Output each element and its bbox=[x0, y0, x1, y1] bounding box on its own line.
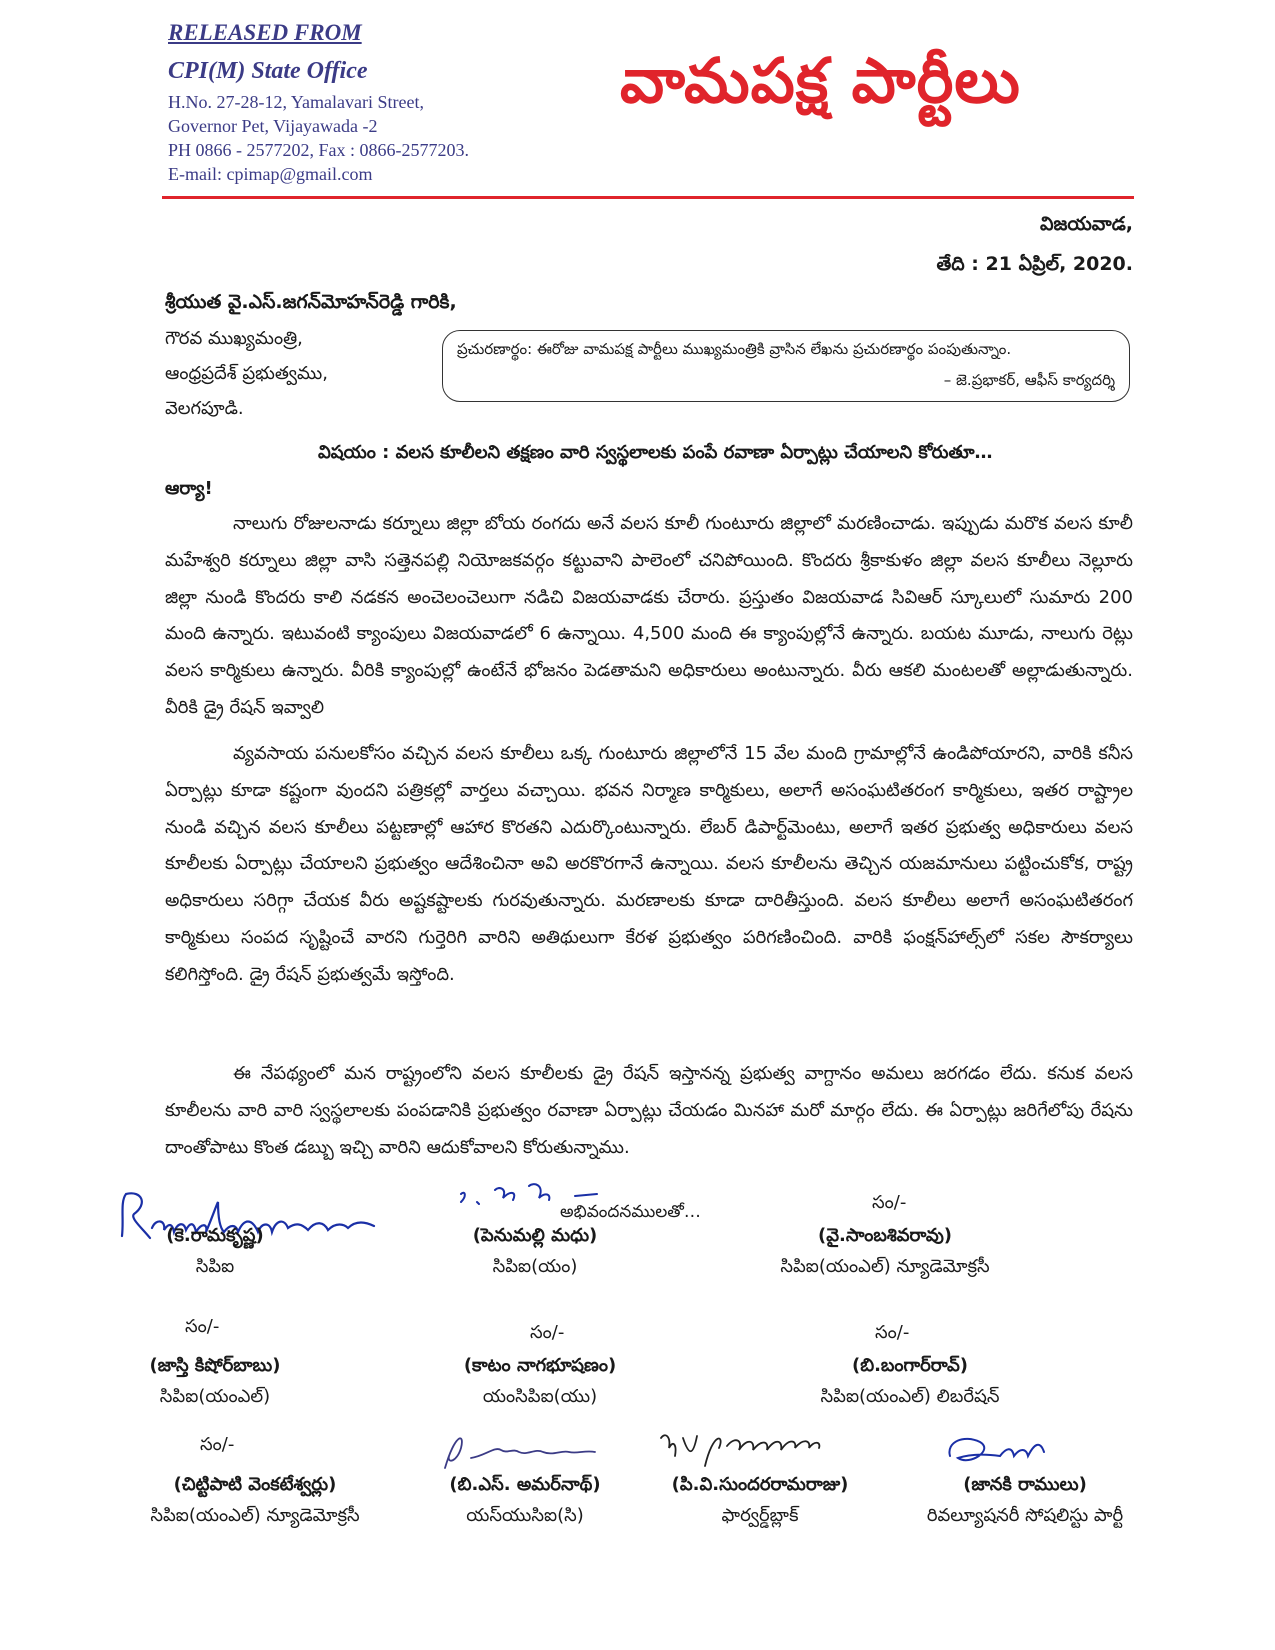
address-line: H.No. 27-28-12, Yamalavari Street, bbox=[168, 92, 424, 112]
signatory-name: (పి.వి.సుందరరామరాజు) bbox=[671, 1474, 849, 1495]
addressee-line: వెలగపూడి. bbox=[165, 398, 244, 419]
signatory-party: సిపిఐ bbox=[195, 1256, 235, 1277]
office-name: CPI(M) State Office bbox=[168, 58, 368, 84]
signatory-name: (కాటం నాగభూషణం) bbox=[463, 1355, 617, 1376]
signed-mark: సం/- bbox=[200, 1434, 235, 1455]
subject-line: విషయం : వలస కూలీలని తక్షణం వారి స్వస్థలాలకు పంపే రవాణా ఏర్పాట్లు చేయాలని కోరుతూ… bbox=[318, 442, 993, 463]
signatory bbox=[100, 1355, 330, 1411]
signatory bbox=[640, 1474, 880, 1530]
signatory-name: (వై.సాంబశివరావు) bbox=[817, 1225, 953, 1246]
signed-mark: సం/- bbox=[185, 1316, 220, 1337]
email-line: E-mail: cpimap@gmail.com bbox=[168, 164, 373, 184]
signed-mark: సం/- bbox=[875, 1322, 910, 1343]
address-line: Governor Pet, Vijayawada -2 bbox=[168, 116, 378, 136]
signature-madhu bbox=[455, 1180, 615, 1220]
signatory-name: (జానకి రాములు) bbox=[963, 1474, 1087, 1495]
signatory bbox=[880, 1474, 1170, 1530]
closing-text: అభివందనములతో… bbox=[560, 1202, 701, 1222]
phone-line: PH 0866 - 2577202, Fax : 0866-2577203. bbox=[168, 140, 469, 160]
brand-title: వామపక్ష పార్టీలు bbox=[620, 44, 1021, 117]
signature-sundararamaraju bbox=[655, 1426, 830, 1474]
date-label: తేది : 21 ఏప్రిల్, 2020. bbox=[936, 253, 1133, 275]
signatory-name: (బి.బంగార్‌రావ్) bbox=[851, 1355, 969, 1376]
body-paragraph: ఈ నేపథ్యంలో మన రాష్ట్రంలోని వలస కూలీలకు డ్రై రేషన్ ఇస్తానన్న ప్రభుత్వ వాగ్దానం అమలు జరగడం లేదు. కనుక వలస కూలీలను వారి వారి స్వస్థలాలకు పంపడానికి ప్రభుత్వం రవాణా ఏర్పాట్లు చేయడం మినహా మరో మార్గం లేదు. ఈ ఏర్పాట్లు జరిగేలోపు రేషను దాంతోపాటు కొంత డబ్బు ఇచ్చి వారిని ఆదుకోవాలని కోరుతున్నాము. bbox=[165, 1063, 1133, 1158]
press-note-text: ప్రచురణార్థం: ఈరోజు వామపక్ష పార్టీలు ముఖ్యమంత్రికి వ్రాసిన లేఖను ప్రచురణార్థం పంపుతున్నాం. bbox=[457, 340, 1012, 358]
body-paragraph: వ్యవసాయ పనులకోసం వచ్చిన వలస కూలీలు ఒక్క గుంటూరు జిల్లాలోనే 15 వేల మంది గ్రామాల్లోనే ఉండిపోయారని, వారికి కనీస ఏర్పాట్లు కూడా కష్టంగా వుందని పత్రికల్లో వార్తలు వచ్చాయి. భవన నిర్మాణ కార్మికులు, అలాగే అసంఘటితరంగ కార్మికులు, ఇతర రాష్ట్రాల నుండి వచ్చిన వలస కూలీలు పట్టణాల్లో ఆహార కొరతని ఎదుర్కొంటున్నారు. లేబర్ డిపార్ట్‌మెంటు, అలాగే ఇతర ప్రభుత్వ అధికారులు వలస కూలీలకు ఏర్పాట్లు చేయాలని ప్రభుత్వం ఆదేశించినా అవి అరకొరగానే ఉన్నాయి. వలస కూలీలను తెచ్చిన యజమానులు పట్టించుకోక, రాష్ట్ర అధికారులు సరిగ్గా చేయక వీరు అష్టకష్టాలకు గురవుతున్నారు. మరణాలకు కూడా దారితీస్తుంది. వలస కూలీలు అలాగే అసంఘటితరంగ కార్మికులు సంపద సృష్టించే వారని గుర్తెరిగి వారిని అతిథులుగా కేరళ ప్రభుత్వం పరిగణించింది. వారికి ఫంక్షన్‌హాల్స్‌లో సకల సౌకర్యాలు కలిగిస్తోంది. డ్రై రేషన్ ప్రభుత్వమే ఇస్తోంది. bbox=[165, 743, 1133, 985]
signatory bbox=[425, 1355, 655, 1411]
addressee-line: గౌరవ ముఖ్యమంత్రి, bbox=[165, 328, 303, 349]
signatory-name: (కె.రామకృష్ణ) bbox=[166, 1225, 264, 1246]
signatory bbox=[745, 1355, 1075, 1411]
signatory-name: (జాస్తి కిషోర్‌బాబు) bbox=[149, 1355, 281, 1376]
signature-janaki-ramulu bbox=[940, 1428, 1060, 1472]
body-paragraph: నాలుగు రోజులనాడు కర్నూలు జిల్లా బోయ రంగదు అనే వలస కూలీ గుంటూరు జిల్లాలో మరణించాడు. ఇప్పుడు మరొక వలస కూలీ మహేశ్వరి కర్నూలు జిల్లా వాసి సత్తెనపల్లి నియోజకవర్గం కట్టువాని పాలెంలో చనిపోయింది. కొందరు శ్రీకాకుళం జిల్లా వలస కూలీలు నెల్లూరు జిల్లా నుండి కొందరు కాలి నడకన అంచెలంచెలుగా నడిచి విజయవాడకు చేరారు. ప్రస్తుతం విజయవాడ సివిఆర్ స్కూలులో సుమారు 200 మంది ఉన్నారు. ఇటువంటి క్యాంపులు విజయవాడలో 6 ఉన్నాయి. 4,500 మంది ఈ క్యాంపుల్లోనే ఉన్నారు. బయట మూడు, నాలుగు రెట్లు వలస కార్మికులు ఉన్నారు. వీరికి క్యాంపుల్లో ఉంటేనే భోజనం పెడతామని అధికారులు అంటున్నారు. వీరు ఆకలి మంటలతో అల్లాడుతున్నారు. వీరికి డ్రై రేషన్ ఇవ్వాలి bbox=[165, 513, 1134, 718]
salutation: ఆర్యా! bbox=[165, 478, 213, 499]
signatory-party: సిపిఐ(యం) bbox=[492, 1256, 578, 1277]
signatory bbox=[410, 1474, 640, 1530]
released-from-label: RELEASED FROM bbox=[168, 20, 362, 45]
signatory-name: (పెనుమల్లి మధు) bbox=[472, 1225, 598, 1246]
signatory bbox=[100, 1225, 330, 1281]
signatory-party: రివల్యూషనరీ సోషలిస్టు పార్టీ bbox=[926, 1505, 1124, 1526]
signatory-party: సిపిఐ(యంఎల్) లిబరేషన్ bbox=[820, 1386, 1000, 1407]
signed-mark: సం/- bbox=[872, 1192, 907, 1213]
press-note-box bbox=[442, 330, 1130, 402]
signature-amarnath bbox=[435, 1428, 605, 1474]
signatory-name: (చిట్టిపాటి వెంకటేశ్వర్లు) bbox=[173, 1474, 337, 1495]
signed-mark: సం/- bbox=[530, 1322, 565, 1343]
signatory bbox=[420, 1225, 650, 1281]
addressee-line: ఆంధ్రప్రదేశ్ ప్రభుత్వము, bbox=[165, 363, 329, 384]
addressee-name: శ్రీయుత వై.ఎస్.జగన్‌మోహన్‌రెడ్డి గారికి, bbox=[165, 291, 457, 313]
signatory-party: సిపిఐ(యంఎల్) న్యూడెమోక్రసీ bbox=[150, 1505, 360, 1526]
signatory-party: యస్‌యుసిఐ(సి) bbox=[466, 1505, 584, 1526]
city-label: విజయవాడ, bbox=[1039, 213, 1133, 235]
signatory-name: (బి.ఎస్. అమర్‌నాథ్) bbox=[449, 1474, 601, 1495]
signatory bbox=[100, 1474, 410, 1530]
signatory bbox=[715, 1225, 1055, 1281]
header-divider bbox=[162, 196, 1134, 199]
signatory-party: సిపిఐ(యంఎల్) bbox=[159, 1386, 271, 1407]
signatory-party: సిపిఐ(యంఎల్) న్యూడెమోక్రసీ bbox=[780, 1256, 990, 1277]
signatory-party: యంసిపిఐ(యు) bbox=[482, 1386, 598, 1407]
signatory-party: ఫార్వర్డ్‌బ్లాక్ bbox=[721, 1505, 799, 1526]
press-note-signer: – జె.ప్రభాకర్, ఆఫీస్ కార్యదర్శి bbox=[943, 371, 1115, 389]
